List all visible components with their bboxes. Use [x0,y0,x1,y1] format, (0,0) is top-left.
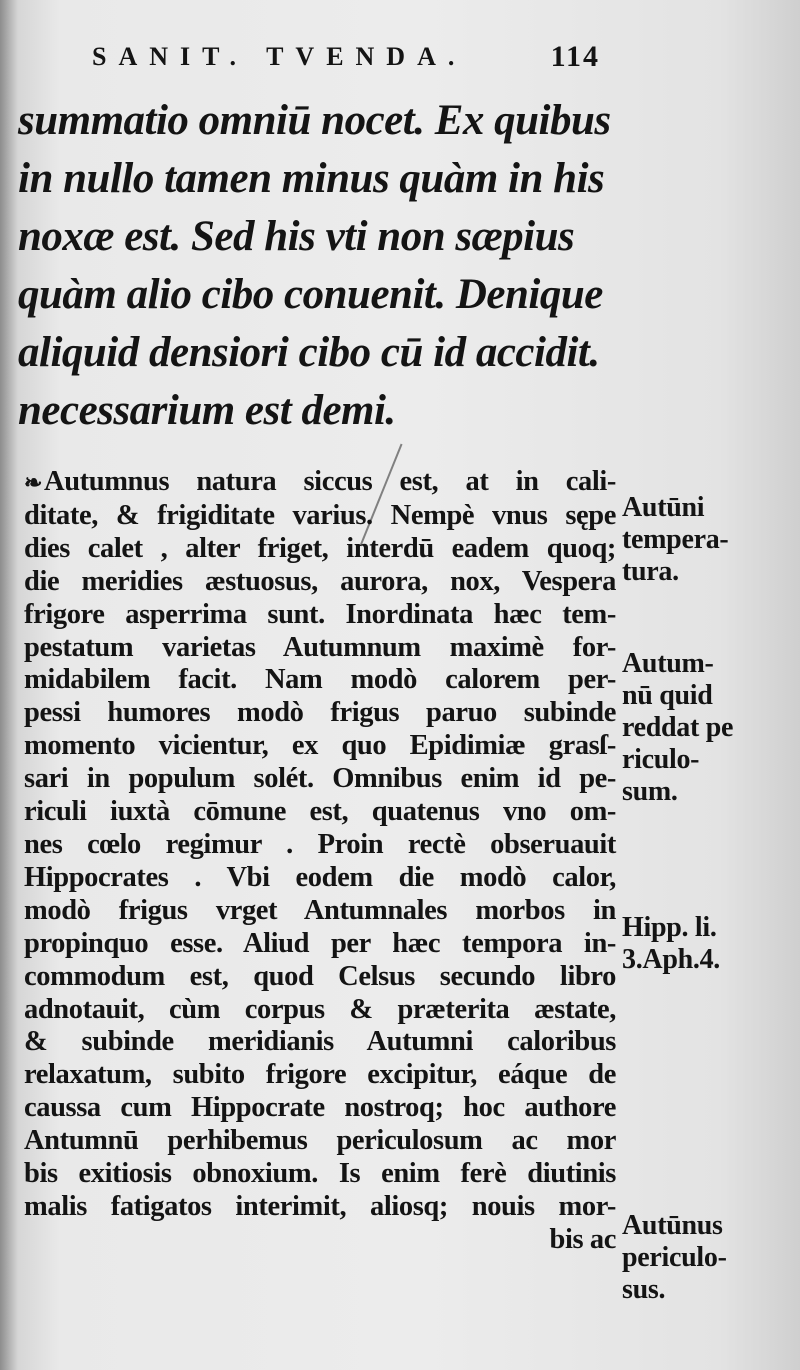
body-line: pessi humores modò frigus paruo subinde [24,697,616,729]
body-line-text: Autumnus natura siccus est, at in cali- [44,466,616,497]
marginal-line: sum. [622,776,678,807]
body-line: Antumnū perhibemus periculosum ac mor [24,1125,616,1157]
body-line: adnotauit, cùm corpus & præterita æstate, [24,993,616,1025]
marginal-note [622,912,792,976]
italic-line: necessarium est demi. [18,387,396,434]
marginal-note [622,648,792,808]
marginal-line: reddat pe [622,712,734,743]
marginal-line: 3.Aph.4. [622,944,720,975]
body-line: relaxatum, subito frigore excipitur, eáque de [24,1059,616,1091]
body-line: pestatum varietas Autumnum maximè for- [24,631,616,663]
marginal-note [622,1210,792,1306]
show-through-text [610,360,800,920]
body-line: Hippocrates . Vbi eodem die modò calor, [24,861,616,893]
body-line: dies calet , alter friget, interdū eadem quoq; [24,532,616,564]
body-line: bis exitiosis obnoxium. Is enim ferè diutinis [24,1158,616,1190]
page-number: 114 [550,40,600,73]
running-title: SANIT. TVENDA. [92,42,467,71]
body-paragraph [24,466,616,1257]
body-line [24,466,616,500]
marginal-line: Autūnus [622,1210,723,1241]
body-line: & subinde meridianis Autumni caloribus [24,1026,616,1058]
body-line: commodum est, quod Celsus secundo libro [24,960,616,992]
marginal-line: Autūni [622,492,705,523]
body-line: midabilem facit. Nam modò calorem per- [24,664,616,696]
body-line: die meridies æstuosus, aurora, nox, Vespera [24,565,616,597]
body-line: ditate, & frigiditate varius. Nempè vnus sępe [24,499,616,531]
body-line: caussa cum Hippocrate nostroq; hoc authore [24,1092,616,1124]
marginal-line: nū quid [622,680,713,711]
pilcrow-icon: ❧ [24,470,43,495]
marginal-line: tura. [622,556,679,587]
body-line: bis ac [549,1223,616,1255]
body-line: propinquo esse. Aliud per hæc tempora in- [24,927,616,959]
marginal-line: sus. [622,1274,666,1305]
italic-line: noxæ est. Sed his vti non sæpius [18,213,575,260]
italic-line: aliquid densiori cibo cū id accidit. [18,329,600,376]
italic-line: in nullo tamen minus quàm in his [18,155,605,202]
body-line: modò frigus vrget Antumnales morbos in [24,894,616,926]
body-line: malis fatigatos interimit, aliosq; nouis mor- [24,1190,616,1222]
marginal-line: tempera- [622,524,729,555]
italic-paragraph [18,92,611,440]
body-line: sari in populum solét. Omnibus enim id pe- [24,763,616,795]
marginal-line: Hipp. li. [622,912,717,943]
marginal-note [622,492,792,588]
marginal-line: riculo- [622,744,700,775]
page-header [60,36,600,76]
body-line: frigore asperrima sunt. Inordinata hæc tem- [24,598,616,630]
italic-line: quàm alio cibo conuenit. Denique [18,271,603,318]
marginal-line: Autum- [622,648,714,679]
body-line: riculi iuxtà cōmune est, quatenus vno om- [24,796,616,828]
italic-line: summatio omniū nocet. Ex quibus [18,97,611,144]
marginal-line: periculo- [622,1242,727,1273]
body-line: nes cœlo regimur . Proin rectè obseruauit [24,828,616,860]
body-line: momento vicientur, ex quo Epidimiæ grasſ- [24,730,616,762]
